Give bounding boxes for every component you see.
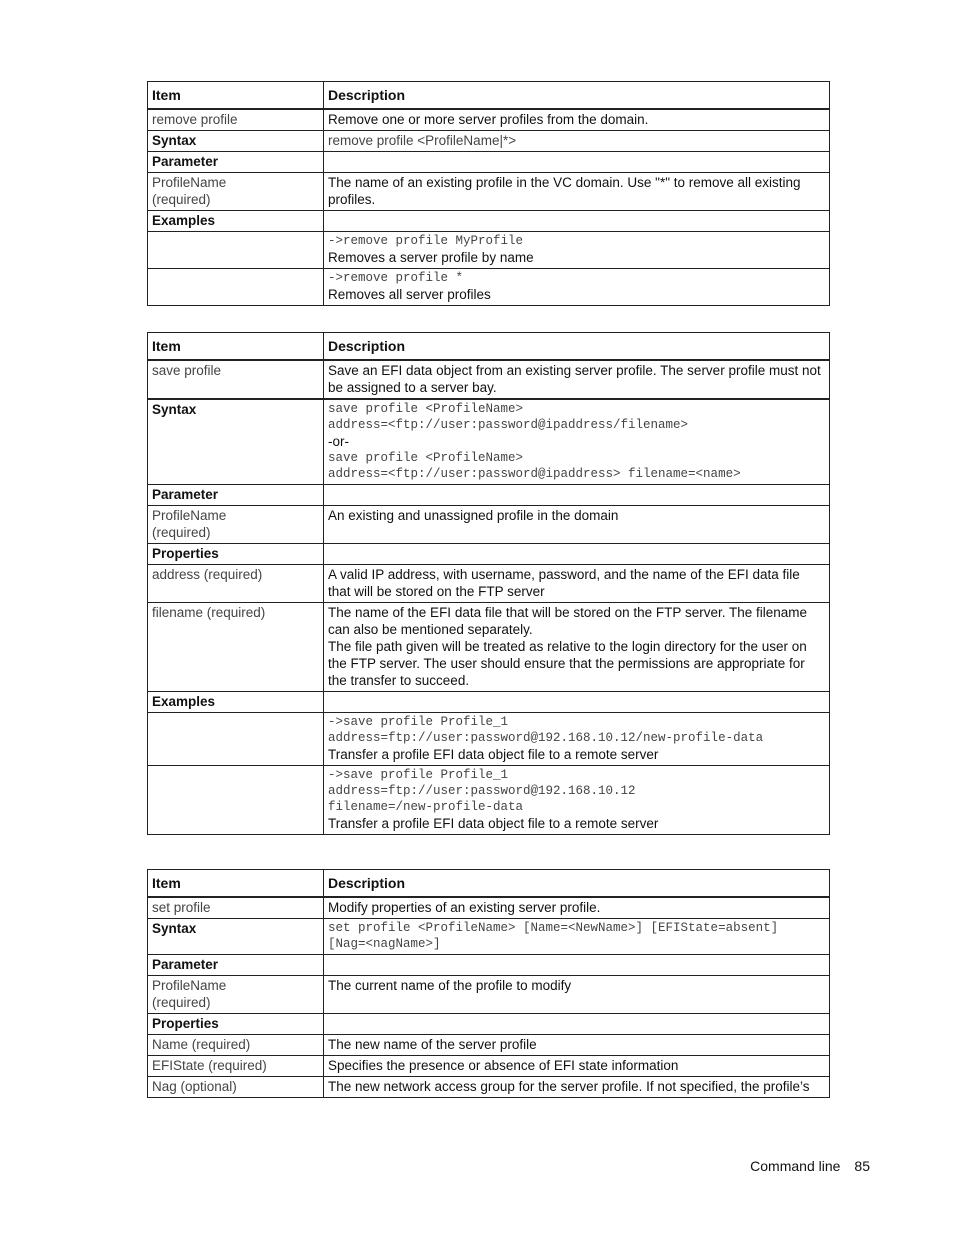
parameter-label: Parameter xyxy=(148,485,324,506)
parameter-name: ProfileName (required) xyxy=(148,173,324,211)
table-row xyxy=(148,565,830,603)
parameter-label: Parameter xyxy=(148,955,324,976)
example-description: Transfer a profile EFI data object file to a remote server xyxy=(328,747,659,762)
property-name: address (required) xyxy=(148,565,324,603)
command-name: set profile xyxy=(148,897,324,919)
syntax-cell: set profile <ProfileName> [Name=<NewName>] [EFIState=absent] [Nag=<nagName>] xyxy=(324,919,830,955)
table-row xyxy=(148,506,830,544)
table-row xyxy=(148,232,830,269)
table-header-row xyxy=(148,82,830,110)
table-row xyxy=(148,897,830,919)
property-name: filename (required) xyxy=(148,603,324,692)
example-cell: ->save profile Profile_1 address=ftp://user:password@192.168.10.12/new-profile-data Transfer a profile EFI data object file to a remote server xyxy=(324,713,830,766)
property-name: Name (required) xyxy=(148,1035,324,1056)
example-description: Removes all server profiles xyxy=(328,287,491,302)
example-code: ->remove profile * xyxy=(328,271,464,285)
table-row xyxy=(148,485,830,506)
table-row xyxy=(148,399,830,485)
parameter-name: ProfileName (required) xyxy=(148,976,324,1014)
syntax-label: Syntax xyxy=(148,131,324,152)
command-name: save profile xyxy=(148,360,324,399)
property-description: A valid IP address, with username, password, and the name of the EFI data file that will be stored on the FTP server xyxy=(324,565,830,603)
table-row xyxy=(148,109,830,131)
footer-section: Command line xyxy=(750,1158,841,1174)
table-row xyxy=(148,976,830,1014)
save-profile-table xyxy=(147,332,830,835)
property-description: Specifies the presence or absence of EFI state information xyxy=(324,1056,830,1077)
property-name: EFIState (required) xyxy=(148,1056,324,1077)
parameter-description: The current name of the profile to modify xyxy=(324,976,830,1014)
set-profile-table xyxy=(147,869,830,1098)
example-cell xyxy=(324,269,830,306)
example-code: ->remove profile MyProfile xyxy=(328,234,524,248)
parameter-name: ProfileName (required) xyxy=(148,506,324,544)
parameter-description: The name of an existing profile in the VC domain. Use "*" to remove all existing profiles. xyxy=(324,173,830,211)
table-row xyxy=(148,544,830,565)
header-description: Description xyxy=(324,870,830,898)
table-row xyxy=(148,1035,830,1056)
property-name: Nag (optional) xyxy=(148,1077,324,1098)
header-description: Description xyxy=(324,333,830,361)
table-row xyxy=(148,360,830,399)
property-description: The new network access group for the server profile. If not specified, the profile’s xyxy=(324,1077,830,1098)
property-description: The new name of the server profile xyxy=(324,1035,830,1056)
example-description: Transfer a profile EFI data object file to a remote server xyxy=(328,816,659,831)
table-row xyxy=(148,713,830,766)
page-number: 85 xyxy=(854,1158,870,1174)
command-description: Remove one or more server profiles from the domain. xyxy=(324,109,830,131)
table-row xyxy=(148,692,830,713)
table-row xyxy=(148,766,830,835)
syntax-label: Syntax xyxy=(148,919,324,955)
parameter-label: Parameter xyxy=(148,152,324,173)
parameter-description: An existing and unassigned profile in the domain xyxy=(324,506,830,544)
table-row xyxy=(148,1014,830,1035)
table-header-row xyxy=(148,333,830,361)
table-row xyxy=(148,173,830,211)
property-description: The name of the EFI data file that will be stored on the FTP server. The filename can also be mentioned separately. The file path given will be treated as relative to the login directory for the user on the FTP server. The user should ensure that the permissions are appropriate for the transfer to succeed. xyxy=(324,603,830,692)
table-row xyxy=(148,955,830,976)
properties-label: Properties xyxy=(148,544,324,565)
syntax-cell: save profile <ProfileName> address=<ftp://user:password@ipaddress/filename> -or- save profile <ProfileName> address=<ftp://user:password@ipaddress> filename=<name> xyxy=(324,399,830,485)
page-footer xyxy=(750,1158,870,1174)
examples-label: Examples xyxy=(148,692,324,713)
header-item: Item xyxy=(148,870,324,898)
table-row xyxy=(148,1056,830,1077)
table-row xyxy=(148,211,830,232)
table-header-row xyxy=(148,870,830,898)
table-row xyxy=(148,269,830,306)
table-row xyxy=(148,919,830,955)
command-description: Modify properties of an existing server profile. xyxy=(324,897,830,919)
example-description: Removes a server profile by name xyxy=(328,250,534,265)
properties-label: Properties xyxy=(148,1014,324,1035)
example-cell xyxy=(324,232,830,269)
header-description: Description xyxy=(324,82,830,110)
remove-profile-table xyxy=(147,81,830,306)
header-item: Item xyxy=(148,82,324,110)
examples-label: Examples xyxy=(148,211,324,232)
example-cell: ->save profile Profile_1 address=ftp://user:password@192.168.10.12 filename=/new-profile-data Transfer a profile EFI data object file to a remote server xyxy=(324,766,830,835)
table-row xyxy=(148,603,830,692)
header-item: Item xyxy=(148,333,324,361)
command-name: remove profile xyxy=(148,109,324,131)
command-description: Save an EFI data object from an existing server profile. The server profile must not be assigned to a server bay. xyxy=(324,360,830,399)
table-row xyxy=(148,152,830,173)
syntax-code: remove profile <ProfileName|*> xyxy=(324,131,830,152)
table-row xyxy=(148,131,830,152)
syntax-label: Syntax xyxy=(148,399,324,485)
table-row xyxy=(148,1077,830,1098)
